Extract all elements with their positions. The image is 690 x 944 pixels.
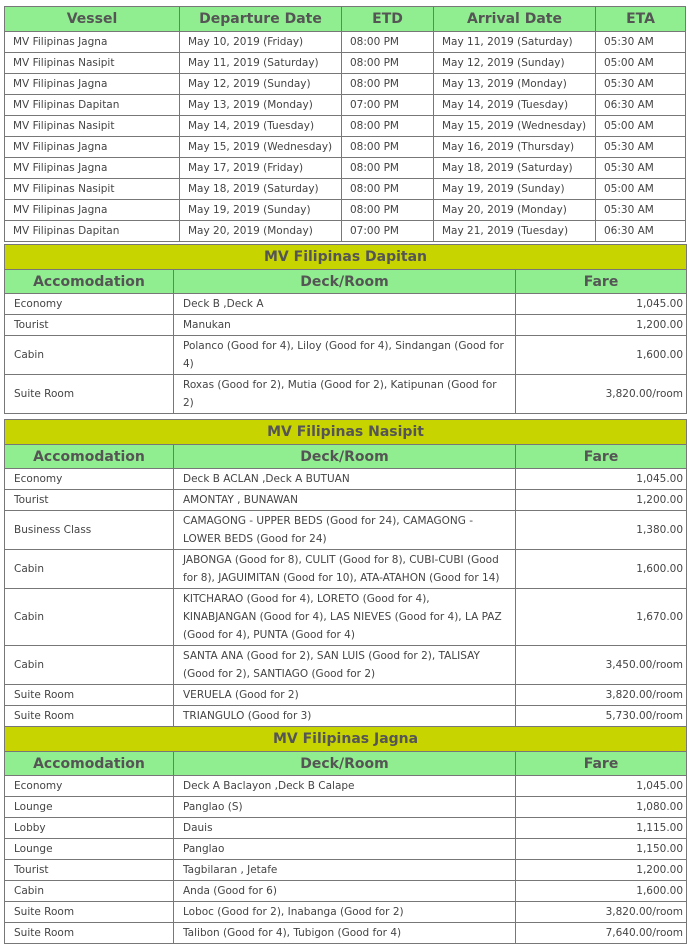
- table-row: [5, 336, 687, 375]
- col-accomodation: Accomodation: [5, 445, 174, 469]
- table-row: [5, 375, 687, 414]
- accomodation-cell: Economy: [5, 776, 174, 797]
- deck-room-cell: Panglao: [174, 839, 516, 860]
- fare-cell: 1,200.00: [516, 490, 687, 511]
- schedule-table: [4, 6, 686, 242]
- vessel-cell: MV Filipinas Jagna: [5, 137, 180, 158]
- vessel-cell: MV Filipinas Dapitan: [5, 95, 180, 116]
- arrival-cell: May 15, 2019 (Wednesday): [434, 116, 596, 137]
- col-accomodation: Accomodation: [5, 752, 174, 776]
- jagna-title: MV Filipinas Jagna: [5, 727, 687, 752]
- departure-cell: May 13, 2019 (Monday): [180, 95, 342, 116]
- col-departure-date: Departure Date: [180, 7, 342, 32]
- accomodation-cell: Cabin: [5, 336, 174, 375]
- table-row: [5, 839, 687, 860]
- table-row: [5, 74, 686, 95]
- accomodation-cell: Suite Room: [5, 685, 174, 706]
- departure-cell: May 15, 2019 (Wednesday): [180, 137, 342, 158]
- arrival-cell: May 12, 2019 (Sunday): [434, 53, 596, 74]
- fare-cell: 7,640.00/room: [516, 923, 687, 944]
- col-arrival-date: Arrival Date: [434, 7, 596, 32]
- nasipit-fare-table: [4, 419, 687, 727]
- table-row: [5, 137, 686, 158]
- fare-cell: 1,200.00: [516, 315, 687, 336]
- schedule-header-row: [5, 7, 686, 32]
- dapitan-fare-table: [4, 244, 687, 414]
- departure-cell: May 20, 2019 (Monday): [180, 221, 342, 242]
- eta-cell: 06:30 AM: [596, 221, 686, 242]
- accomodation-cell: Lounge: [5, 797, 174, 818]
- accomodation-cell: Lobby: [5, 818, 174, 839]
- vessel-cell: MV Filipinas Jagna: [5, 200, 180, 221]
- eta-cell: 05:30 AM: [596, 32, 686, 53]
- deck-room-cell: Panglao (S): [174, 797, 516, 818]
- accomodation-cell: Suite Room: [5, 375, 174, 414]
- etd-cell: 08:00 PM: [342, 137, 434, 158]
- fare-header-row: [5, 752, 687, 776]
- accomodation-cell: Economy: [5, 294, 174, 315]
- accomodation-cell: Tourist: [5, 315, 174, 336]
- arrival-cell: May 19, 2019 (Sunday): [434, 179, 596, 200]
- deck-room-cell: Dauis: [174, 818, 516, 839]
- col-accomodation: Accomodation: [5, 270, 174, 294]
- fare-cell: 1,115.00: [516, 818, 687, 839]
- accomodation-cell: Tourist: [5, 490, 174, 511]
- accomodation-cell: Suite Room: [5, 706, 174, 727]
- accomodation-cell: Lounge: [5, 839, 174, 860]
- departure-cell: May 12, 2019 (Sunday): [180, 74, 342, 95]
- table-row: [5, 469, 687, 490]
- eta-cell: 05:00 AM: [596, 116, 686, 137]
- table-row: [5, 881, 687, 902]
- accomodation-cell: Tourist: [5, 860, 174, 881]
- fare-cell: 1,600.00: [516, 881, 687, 902]
- etd-cell: 08:00 PM: [342, 53, 434, 74]
- table-row: [5, 200, 686, 221]
- col-deck-room: Deck/Room: [174, 270, 516, 294]
- table-row: [5, 53, 686, 74]
- table-row: [5, 221, 686, 242]
- accomodation-cell: Cabin: [5, 550, 174, 589]
- accomodation-cell: Business Class: [5, 511, 174, 550]
- arrival-cell: May 16, 2019 (Thursday): [434, 137, 596, 158]
- fare-cell: 1,045.00: [516, 294, 687, 315]
- table-row: [5, 179, 686, 200]
- accomodation-cell: Suite Room: [5, 923, 174, 944]
- etd-cell: 07:00 PM: [342, 221, 434, 242]
- nasipit-title: MV Filipinas Nasipit: [5, 420, 687, 445]
- dapitan-title-row: [5, 245, 687, 270]
- etd-cell: 08:00 PM: [342, 158, 434, 179]
- etd-cell: 08:00 PM: [342, 116, 434, 137]
- table-row: [5, 776, 687, 797]
- eta-cell: 05:00 AM: [596, 179, 686, 200]
- eta-cell: 05:30 AM: [596, 158, 686, 179]
- accomodation-cell: Cabin: [5, 881, 174, 902]
- deck-room-cell: Manukan: [174, 315, 516, 336]
- deck-room-cell: JABONGA (Good for 8), CULIT (Good for 8), CUBI-CUBI (Good for 8), JAGUIMITAN (Good for 10), ATA-ATAHON (Good for 14): [174, 550, 516, 589]
- departure-cell: May 18, 2019 (Saturday): [180, 179, 342, 200]
- eta-cell: 05:30 AM: [596, 200, 686, 221]
- table-row: [5, 685, 687, 706]
- vessel-cell: MV Filipinas Nasipit: [5, 116, 180, 137]
- table-row: [5, 550, 687, 589]
- etd-cell: 08:00 PM: [342, 74, 434, 95]
- departure-cell: May 10, 2019 (Friday): [180, 32, 342, 53]
- table-row: [5, 860, 687, 881]
- dapitan-title: MV Filipinas Dapitan: [5, 245, 687, 270]
- accomodation-cell: Cabin: [5, 589, 174, 646]
- table-row: [5, 315, 687, 336]
- table-row: [5, 32, 686, 53]
- etd-cell: 07:00 PM: [342, 95, 434, 116]
- nasipit-title-row: [5, 420, 687, 445]
- fare-cell: 1,200.00: [516, 860, 687, 881]
- table-row: [5, 589, 687, 646]
- deck-room-cell: Roxas (Good for 2), Mutia (Good for 2), Katipunan (Good for 2): [174, 375, 516, 414]
- departure-cell: May 17, 2019 (Friday): [180, 158, 342, 179]
- departure-cell: May 11, 2019 (Saturday): [180, 53, 342, 74]
- col-fare: Fare: [516, 270, 687, 294]
- table-row: [5, 95, 686, 116]
- fare-cell: 3,820.00/room: [516, 685, 687, 706]
- accomodation-cell: Suite Room: [5, 902, 174, 923]
- table-row: [5, 490, 687, 511]
- fare-cell: 1,045.00: [516, 776, 687, 797]
- table-row: [5, 818, 687, 839]
- deck-room-cell: TRIANGULO (Good for 3): [174, 706, 516, 727]
- table-row: [5, 158, 686, 179]
- deck-room-cell: CAMAGONG - UPPER BEDS (Good for 24), CAMAGONG - LOWER BEDS (Good for 24): [174, 511, 516, 550]
- table-row: [5, 116, 686, 137]
- deck-room-cell: Tagbilaran , Jetafe: [174, 860, 516, 881]
- fare-cell: 5,730.00/room: [516, 706, 687, 727]
- fare-header-row: [5, 270, 687, 294]
- deck-room-cell: VERUELA (Good for 2): [174, 685, 516, 706]
- vessel-cell: MV Filipinas Jagna: [5, 158, 180, 179]
- col-vessel: Vessel: [5, 7, 180, 32]
- departure-cell: May 19, 2019 (Sunday): [180, 200, 342, 221]
- deck-room-cell: AMONTAY , BUNAWAN: [174, 490, 516, 511]
- col-deck-room: Deck/Room: [174, 445, 516, 469]
- fare-cell: 3,450.00/room: [516, 646, 687, 685]
- fare-cell: 1,150.00: [516, 839, 687, 860]
- vessel-cell: MV Filipinas Dapitan: [5, 221, 180, 242]
- eta-cell: 05:30 AM: [596, 137, 686, 158]
- vessel-cell: MV Filipinas Nasipit: [5, 53, 180, 74]
- table-row: [5, 294, 687, 315]
- table-row: [5, 646, 687, 685]
- col-fare: Fare: [516, 445, 687, 469]
- fare-cell: 1,380.00: [516, 511, 687, 550]
- table-row: [5, 511, 687, 550]
- fare-cell: 1,080.00: [516, 797, 687, 818]
- fare-cell: 1,600.00: [516, 550, 687, 589]
- table-row: [5, 902, 687, 923]
- fare-cell: 1,670.00: [516, 589, 687, 646]
- jagna-title-row: [5, 727, 687, 752]
- arrival-cell: May 21, 2019 (Tuesday): [434, 221, 596, 242]
- arrival-cell: May 14, 2019 (Tuesday): [434, 95, 596, 116]
- etd-cell: 08:00 PM: [342, 179, 434, 200]
- fare-cell: 3,820.00/room: [516, 375, 687, 414]
- col-fare: Fare: [516, 752, 687, 776]
- col-eta: ETA: [596, 7, 686, 32]
- vessel-cell: MV Filipinas Nasipit: [5, 179, 180, 200]
- accomodation-cell: Cabin: [5, 646, 174, 685]
- arrival-cell: May 13, 2019 (Monday): [434, 74, 596, 95]
- vessel-cell: MV Filipinas Jagna: [5, 74, 180, 95]
- arrival-cell: May 20, 2019 (Monday): [434, 200, 596, 221]
- etd-cell: 08:00 PM: [342, 200, 434, 221]
- deck-room-cell: KITCHARAO (Good for 4), LORETO (Good for 4), KINABJANGAN (Good for 4), LAS NIEVES (Good for 4), LA PAZ (Good for 4), PUNTA (Good for 4): [174, 589, 516, 646]
- deck-room-cell: Polanco (Good for 4), Liloy (Good for 4), Sindangan (Good for 4): [174, 336, 516, 375]
- table-row: [5, 797, 687, 818]
- col-etd: ETD: [342, 7, 434, 32]
- table-row: [5, 923, 687, 944]
- deck-room-cell: Talibon (Good for 4), Tubigon (Good for 4): [174, 923, 516, 944]
- eta-cell: 06:30 AM: [596, 95, 686, 116]
- table-row: [5, 706, 687, 727]
- etd-cell: 08:00 PM: [342, 32, 434, 53]
- vessel-cell: MV Filipinas Jagna: [5, 32, 180, 53]
- eta-cell: 05:00 AM: [596, 53, 686, 74]
- jagna-fare-table: [4, 726, 687, 944]
- deck-room-cell: Deck B ACLAN ,Deck A BUTUAN: [174, 469, 516, 490]
- eta-cell: 05:30 AM: [596, 74, 686, 95]
- arrival-cell: May 11, 2019 (Saturday): [434, 32, 596, 53]
- arrival-cell: May 18, 2019 (Saturday): [434, 158, 596, 179]
- accomodation-cell: Economy: [5, 469, 174, 490]
- fare-cell: 3,820.00/room: [516, 902, 687, 923]
- deck-room-cell: Anda (Good for 6): [174, 881, 516, 902]
- fare-cell: 1,600.00: [516, 336, 687, 375]
- departure-cell: May 14, 2019 (Tuesday): [180, 116, 342, 137]
- deck-room-cell: SANTA ANA (Good for 2), SAN LUIS (Good for 2), TALISAY (Good for 2), SANTIAGO (Good for 2): [174, 646, 516, 685]
- deck-room-cell: Loboc (Good for 2), Inabanga (Good for 2): [174, 902, 516, 923]
- fare-header-row: [5, 445, 687, 469]
- col-deck-room: Deck/Room: [174, 752, 516, 776]
- fare-cell: 1,045.00: [516, 469, 687, 490]
- deck-room-cell: Deck A Baclayon ,Deck B Calape: [174, 776, 516, 797]
- deck-room-cell: Deck B ,Deck A: [174, 294, 516, 315]
